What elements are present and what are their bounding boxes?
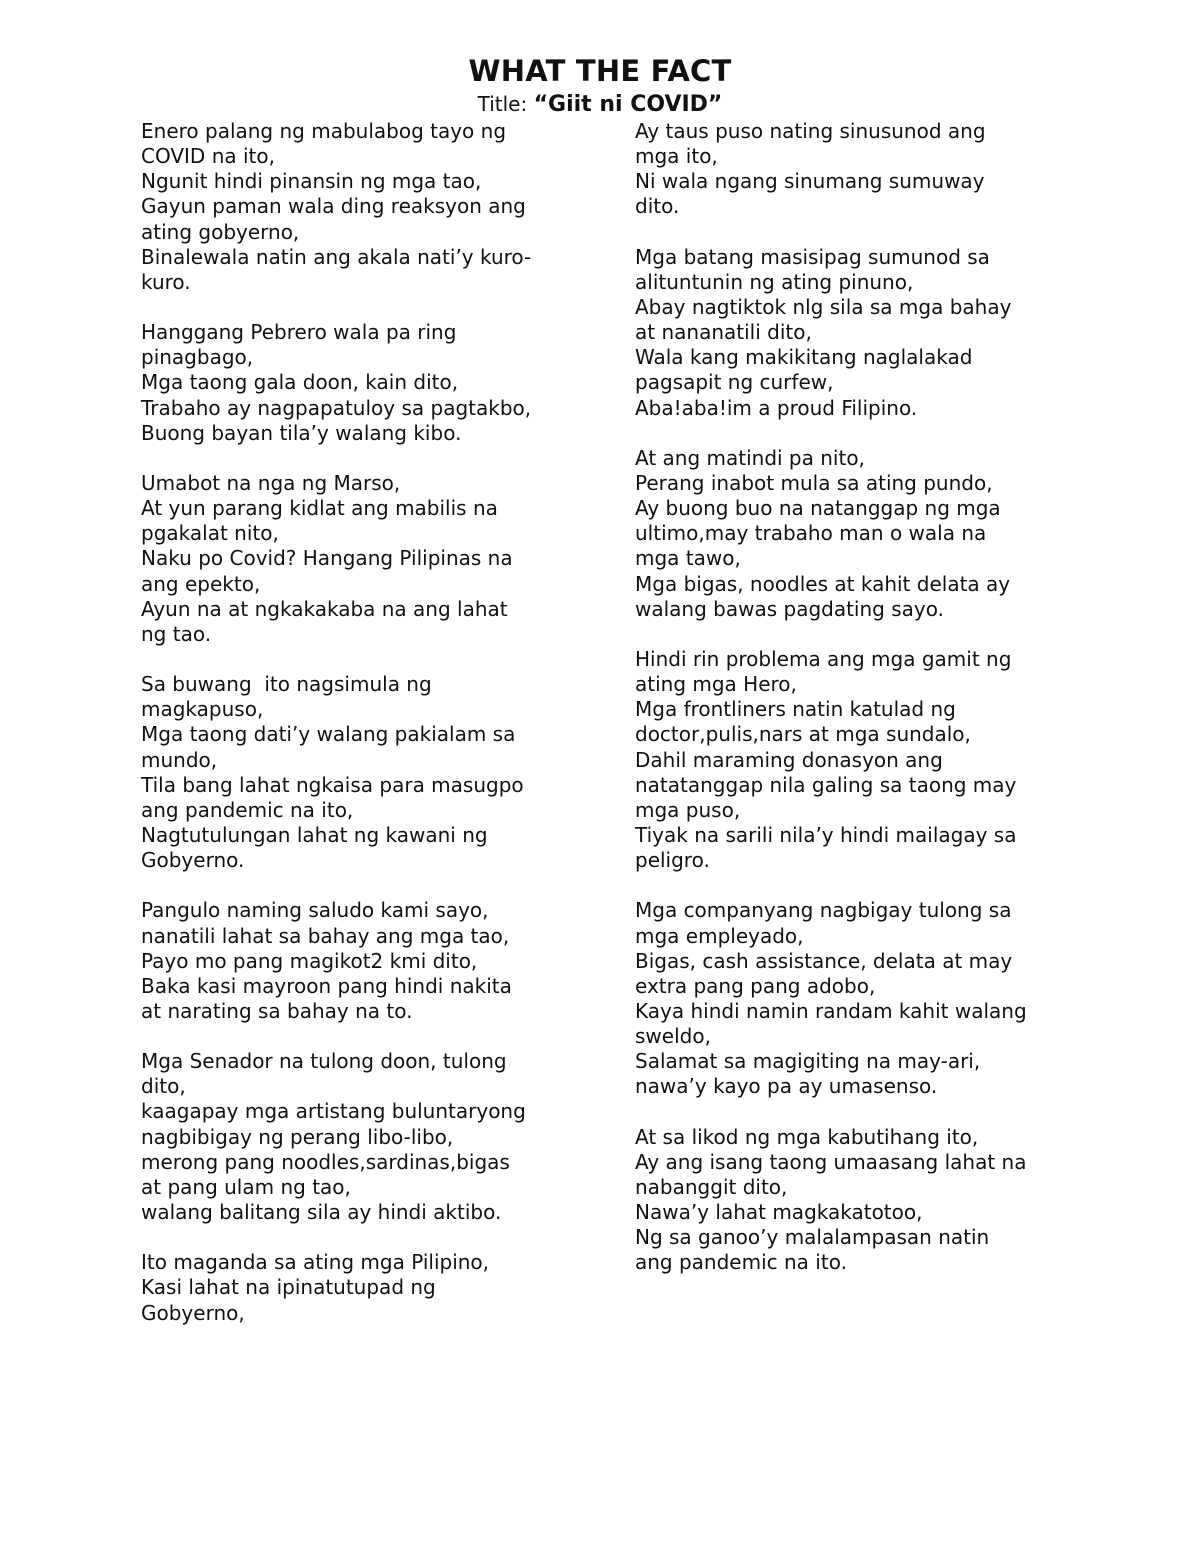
poem-line: Naku po Covid? Hangang Pilipinas na	[141, 546, 513, 571]
poem-line: magkapuso,	[141, 697, 264, 722]
poem-line: sweldo,	[635, 1024, 711, 1049]
poem-line: alituntunin ng ating pinuno,	[635, 269, 914, 294]
poem-line: Mga companyang nagbigay tulong sa	[635, 898, 1012, 923]
poem-line: at pang ulam ng tao,	[141, 1174, 351, 1199]
poem-line: ang pandemic na ito.	[635, 1250, 847, 1275]
poem-line: mga empleyado,	[635, 923, 804, 948]
poem-line: Kasi lahat na ipinatutupad ng	[141, 1275, 436, 1300]
poem-line: natatanggap nila galing sa taong may	[635, 772, 1017, 797]
poem-line: Perang inabot mula sa ating pundo,	[635, 470, 993, 495]
poem-line: Salamat sa magigiting na may-ari,	[635, 1049, 981, 1074]
poem-line: ultimo,may trabaho man o wala na	[635, 521, 987, 546]
stanza	[141, 672, 581, 873]
poem-line: ng tao.	[141, 621, 212, 646]
poem-line: ating mga Hero,	[635, 672, 797, 697]
title-label: Title:	[477, 92, 534, 116]
poem-line: Mga frontliners natin katulad ng	[635, 697, 956, 722]
stanza	[635, 446, 1075, 622]
poem-line: Ay taus puso nating sinusunod ang	[635, 119, 986, 143]
poem-line: At sa likod ng mga kabutihang ito,	[635, 1124, 979, 1149]
poem-line: Buong bayan tila’y walang kibo.	[141, 420, 462, 445]
poem-line: merong pang noodles,sardinas,bigas	[141, 1149, 510, 1174]
poem-line: dito.	[635, 194, 680, 219]
poem-line: Binalewala natin ang akala nati’y kuro-	[141, 244, 532, 269]
poem-line: Gayun paman wala ding reaksyon ang	[141, 194, 526, 219]
poem-line: ating gobyerno,	[141, 219, 300, 244]
poem-line: nawa’y kayo pa ay umasenso.	[635, 1074, 938, 1099]
poem-line: nagbibigay ng perang libo-libo,	[141, 1124, 454, 1149]
poem-line: Ay ang isang taong umaasang lahat na	[635, 1149, 1027, 1174]
poem-line: mga tawo,	[635, 546, 741, 571]
poem-line: Umabot na nga ng Marso,	[141, 470, 401, 495]
stanza	[141, 1049, 581, 1225]
poem-line: nanatili lahat sa bahay ang mga tao,	[141, 923, 510, 948]
poem-line: at narating sa bahay na to.	[141, 998, 413, 1023]
poem-line: Tiyak na sarili nila’y hindi mailagay sa	[635, 822, 1017, 847]
poem-line: Ng sa ganoo’y malalampasan natin	[635, 1225, 990, 1250]
poem-line: nabanggit dito,	[635, 1174, 788, 1199]
poem-line: Hanggang Pebrero wala pa ring	[141, 320, 457, 345]
poem-line: Enero palang ng mabulabog tayo ng	[141, 119, 507, 143]
poem-line: extra pang pang adobo,	[635, 973, 876, 998]
title-name: “Giit ni COVID”	[533, 92, 723, 117]
poem-line: Mga batang masisipag sumunod sa	[635, 244, 990, 269]
poem-line: Ito maganda sa ating mga Pilipino,	[141, 1250, 490, 1275]
stanza	[141, 320, 581, 446]
poem-line: COVID na ito,	[141, 144, 275, 169]
poem-line: pagsapit ng curfew,	[635, 370, 834, 395]
stanza	[141, 898, 581, 1024]
stanza	[141, 471, 581, 647]
poem-line: Pangulo naming saludo kami sayo,	[141, 898, 489, 923]
poem-line: Wala kang makikitang naglalakad	[635, 345, 973, 370]
poem-line: pgakalat nito,	[141, 521, 279, 546]
poem-line: mundo,	[141, 747, 218, 772]
poem-line: Ayun na at ngkakakaba na ang lahat	[141, 596, 508, 621]
poem-line: Kaya hindi namin randam kahit walang	[635, 998, 1027, 1023]
stanza	[635, 898, 1075, 1099]
poem-line: at nananatili dito,	[635, 320, 812, 345]
poem-line: Aba!aba!im a proud Filipino.	[635, 395, 918, 420]
poem-line: Payo mo pang magikot2 kmi dito,	[141, 948, 478, 973]
poem-line: Dahil maraming donasyon ang	[635, 747, 943, 772]
poem-line: Trabaho ay nagpapatuloy sa pagtakbo,	[141, 395, 532, 420]
poem-line: At ang matindi pa nito,	[635, 445, 865, 470]
poem-left-column	[141, 119, 581, 1351]
poem-line: Abay nagtiktok nlg sila sa mga bahay	[635, 294, 1012, 319]
poem-line: Nagtutulungan lahat ng kawani ng	[141, 822, 488, 847]
poem-line: ang epekto,	[141, 571, 261, 596]
stanza	[141, 1250, 581, 1325]
stanza	[635, 1125, 1075, 1276]
poem-line: At yun parang kidlat ang mabilis na	[141, 496, 498, 521]
poem-line: Baka kasi mayroon pang hindi nakita	[141, 973, 512, 998]
poem-line: Mga taong dati’y walang pakialam sa	[141, 722, 516, 747]
poem-line: Gobyerno.	[141, 848, 245, 873]
poem-line: peligro.	[635, 848, 710, 873]
stanza	[635, 245, 1075, 421]
poem-line: doctor,pulis,nars at mga sundalo,	[635, 722, 971, 747]
poem-line: Nawa’y lahat magkakatotoo,	[635, 1200, 923, 1225]
poem-title	[0, 90, 1200, 119]
poem-line: Ngunit hindi pinansin ng mga tao,	[141, 169, 482, 194]
poem-line: Bigas, cash assistance, delata at may	[635, 948, 1013, 973]
poem-line: ang pandemic na ito,	[141, 797, 354, 822]
stanza	[635, 647, 1075, 873]
poem-line: walang balitang sila ay hindi aktibo.	[141, 1200, 502, 1225]
poem-line: Ni wala ngang sinumang sumuway	[635, 169, 985, 194]
poem-line: Mga Senador na tulong doon, tulong	[141, 1049, 507, 1074]
poem-line: walang bawas pagdating sayo.	[635, 596, 944, 621]
poem-line: Tila bang lahat ngkaisa para masugpo	[141, 772, 524, 797]
poem-line: kuro.	[141, 269, 191, 294]
stanza	[635, 119, 1075, 220]
poem-line: pinagbago,	[141, 345, 254, 370]
stanza	[141, 119, 581, 295]
document-heading: WHAT THE FACT	[468, 54, 732, 88]
poem-right-column	[635, 119, 1075, 1301]
poem-line: kaagapay mga artistang buluntaryong	[141, 1099, 526, 1124]
poem-line: Gobyerno,	[141, 1300, 245, 1325]
poem-line: Sa buwang ito nagsimula ng	[141, 672, 432, 697]
poem-line: Mga bigas, noodles at kahit delata ay	[635, 571, 1011, 596]
poem-line: mga ito,	[635, 144, 718, 169]
poem-line: Hindi rin problema ang mga gamit ng	[635, 646, 1012, 671]
poem-line: mga puso,	[635, 797, 741, 822]
poem-line: dito,	[141, 1074, 186, 1099]
poem-line: Mga taong gala doon, kain dito,	[141, 370, 459, 395]
poem-line: Ay buong buo na natanggap ng mga	[635, 496, 1001, 521]
